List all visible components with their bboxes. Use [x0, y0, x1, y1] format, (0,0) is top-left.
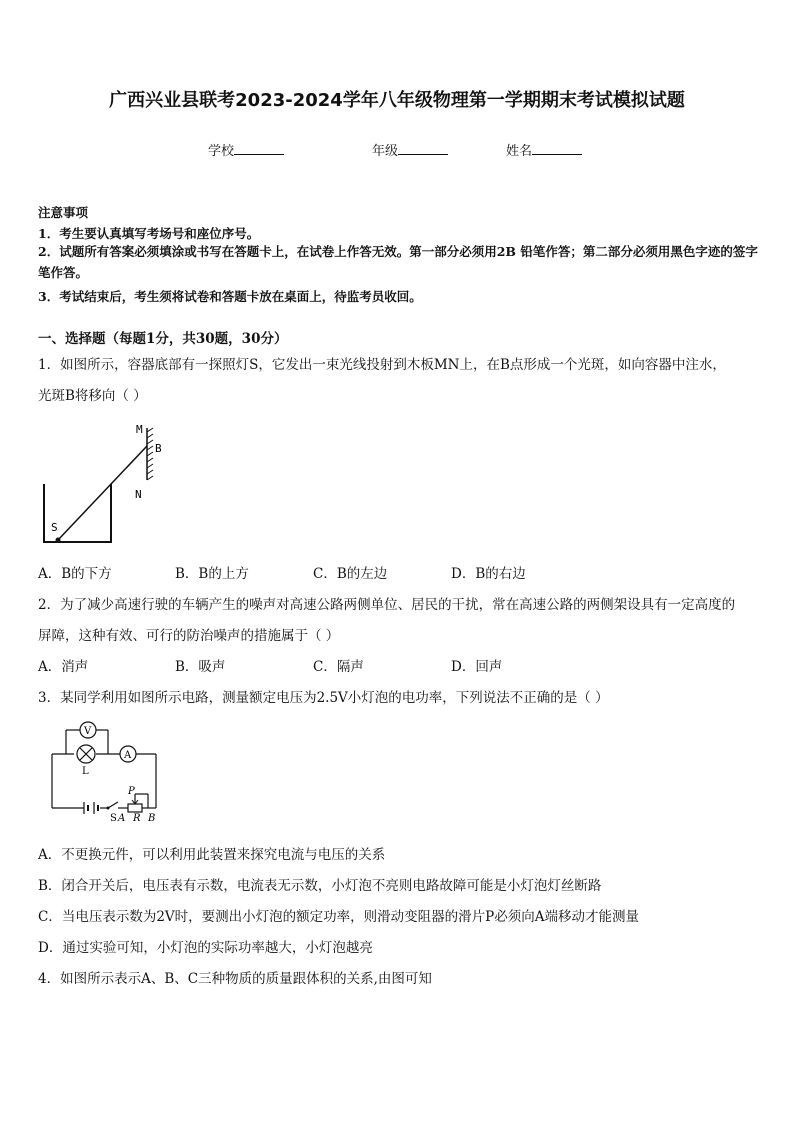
question-3-option-d[interactable]: D．通过实验可知，小灯泡的实际功率越大，小灯泡越亮 — [38, 940, 373, 956]
label-b-end: B — [148, 813, 156, 824]
name-label: 姓名 — [506, 144, 533, 159]
question-1-stem-line1: 1．如图所示，容器底部有一探照灯S，它发出一束光线投射到木板MN上，在B点形成一个光斑，如向容器中注水， — [38, 357, 726, 373]
label-m: M — [136, 423, 143, 436]
notice-item: 1．考生要认真填写考场号和座位序号。 — [38, 226, 260, 241]
question-2-stem-line1: 2．为了减少高速行驶的车辆产生的噪声对高速公路两侧单位、居民的干扰，常在高速公路的两侧架设具有一定高度的 — [38, 597, 736, 613]
page-title: 广西兴业县联考2023-2024学年八年级物理第一学期期末考试模拟试题 — [109, 90, 685, 111]
label-p: P — [128, 786, 135, 797]
rheostat-icon — [128, 804, 142, 812]
notice-item: 3．考试结束后，考生须将试卷和答题卡放在桌面上，待监考员收回。 — [38, 289, 422, 304]
question-3-option-a[interactable]: A．不更换元件，可以利用此装置来探究电流与电压的关系 — [38, 847, 386, 863]
label-s: S — [51, 521, 58, 534]
school-label: 学校 — [208, 144, 235, 159]
question-1-option-b[interactable]: B．B的上方 — [175, 566, 249, 582]
label-a-end: A — [118, 813, 126, 824]
grade-label: 年级 — [372, 144, 399, 159]
grade-blank — [398, 142, 448, 155]
label-switch: S — [110, 813, 117, 824]
lamp-s — [56, 538, 61, 543]
label-n: N — [135, 488, 142, 501]
question-2-stem-line2: 屏障，这种有效、可行的防治噪声的措施属于（ ） — [38, 628, 340, 644]
school-blank — [234, 142, 284, 155]
light-beam-figure — [38, 418, 168, 548]
question-2-option-a[interactable]: A．消声 — [38, 659, 89, 675]
question-3-option-b[interactable]: B．闭合开关后，电压表有示数，电流表无示数，小灯泡不亮则电路故障可能是小灯泡灯丝断路 — [38, 878, 602, 894]
question-2-option-d[interactable]: D．回声 — [451, 659, 503, 675]
notice-heading: 注意事项 — [38, 205, 89, 220]
section-heading: 一、选择题（每题1分，共30题，30分） — [38, 331, 288, 347]
label-r: R — [133, 813, 141, 824]
question-1-option-c[interactable]: C．B的左边 — [313, 566, 388, 582]
grade-field — [372, 140, 448, 159]
question-1-option-a[interactable]: A．B的下方 — [38, 566, 112, 582]
name-blank — [532, 142, 582, 155]
question-1-stem-line2: 光斑B将移向（ ） — [38, 388, 147, 404]
label-l: L — [82, 766, 89, 777]
label-b: B — [155, 442, 162, 455]
name-field — [506, 140, 582, 159]
question-4-stem-line1: 4．如图所示表示A、B、C三种物质的质量跟体积的关系,由图可知 — [38, 971, 432, 987]
label-a: A — [124, 750, 132, 761]
circuit-figure — [44, 714, 174, 824]
question-1-option-d[interactable]: D．B的右边 — [451, 566, 526, 582]
question-2-option-c[interactable]: C．隔声 — [313, 659, 364, 675]
question-3-stem-line1: 3．某同学利用如图所示电路，测量额定电压为2.5V小灯泡的电功率，下列说法不正确的是（ ） — [38, 690, 609, 706]
label-v: V — [84, 726, 92, 737]
question-2-option-b[interactable]: B．吸声 — [175, 659, 226, 675]
light-ray — [58, 446, 147, 540]
question-3-option-c[interactable]: C．当电压表示数为2V时，要测出小灯泡的额定功率，则滑动变阻器的滑片P必须向A端移动才能测量 — [38, 909, 639, 925]
board-hatching — [147, 428, 153, 480]
notice-item: 2．试题所有答案必须填涂或书写在答题卡上，在试卷上作答无效。第一部分必须用2B 铅笔作答；第二部分必须用黑色字迹的签字笔作答。 — [38, 244, 758, 280]
school-field — [208, 140, 284, 159]
